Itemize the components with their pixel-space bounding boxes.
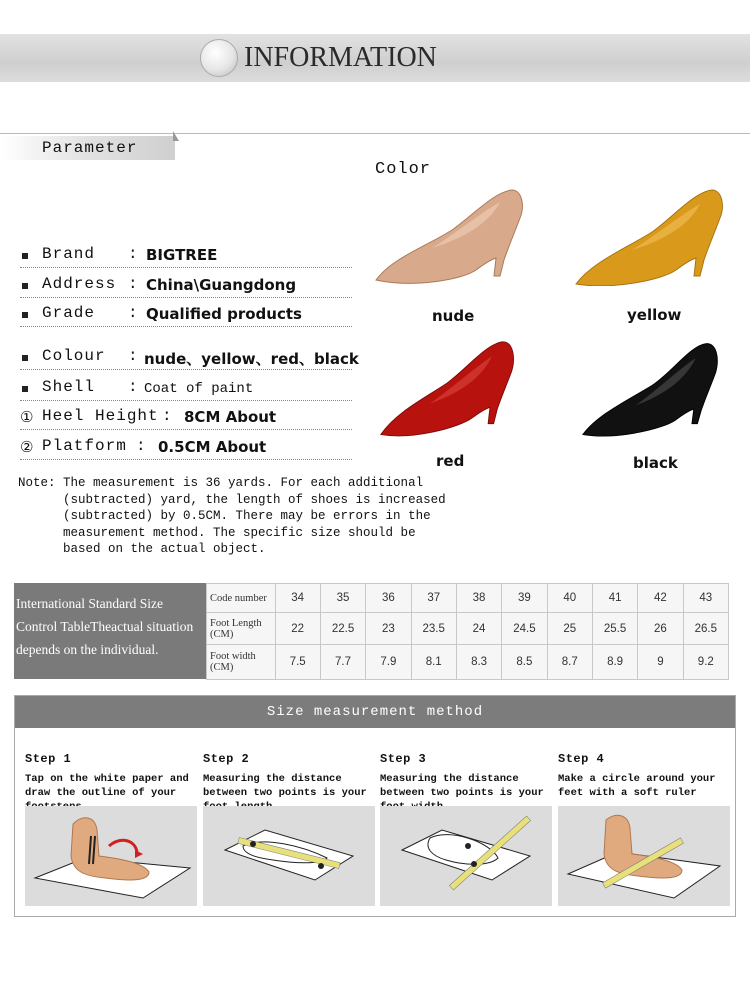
foot-width-illustration [380, 806, 552, 906]
param-value: Coat of paint [144, 381, 254, 397]
param-row-heel-height [20, 406, 352, 430]
row-header: Foot Length (CM) [207, 613, 276, 645]
table-cell: 7.5 [275, 645, 320, 680]
header-title: INFORMATION [244, 42, 437, 73]
param-value: 8CM About [184, 408, 277, 426]
parameter-tab [0, 136, 175, 160]
table-row [207, 584, 729, 613]
table-cell: 38 [456, 584, 501, 613]
size-table-caption [14, 583, 206, 679]
param-sep: : [128, 347, 139, 365]
param-sep: : [162, 407, 173, 425]
shoe-image-yellow [572, 186, 727, 286]
table-cell: 22.5 [320, 613, 365, 645]
param-label: Grade [42, 304, 96, 322]
bullet-icon [22, 386, 28, 392]
table-cell: 8.9 [592, 645, 637, 680]
color-label-red: red [436, 452, 465, 470]
foot-circumference-illustration [558, 806, 730, 906]
table-cell: 41 [592, 584, 637, 613]
table-cell: 26 [638, 613, 683, 645]
step-title: Step 4 [558, 752, 605, 766]
table-cell: 8.3 [456, 645, 501, 680]
param-sep: : [128, 304, 139, 322]
circled-number-two: ② [20, 438, 34, 456]
table-cell: 23.5 [411, 613, 456, 645]
step-text: Make a circle around your feet with a soft ruler [558, 773, 716, 799]
table-cell: 9.2 [683, 645, 728, 680]
table-cell: 24 [456, 613, 501, 645]
table-cell: 7.7 [320, 645, 365, 680]
measurement-note: Note: The measurement is 36 yards. For each additional (subtracted) yard, the length of shoes is increased (subtracted) by 0.5CM. There may be errors in the measurement method. The specific size should be based on the actual object. [18, 476, 446, 557]
param-row-shell [20, 377, 352, 401]
foot-length-illustration [203, 806, 375, 906]
measurement-method-panel [14, 695, 736, 917]
table-row [207, 613, 729, 645]
header-circle-icon [200, 39, 238, 77]
shoe-image-nude [372, 188, 527, 288]
table-cell: 25.5 [592, 613, 637, 645]
caption-line: depends on the individual. [16, 642, 159, 657]
table-cell: 26.5 [683, 613, 728, 645]
circled-number-one: ① [20, 408, 34, 426]
table-cell: 7.9 [366, 645, 411, 680]
param-value: nude、yellow、red、black [144, 350, 359, 368]
param-row-grade [20, 303, 352, 327]
step-text: Measuring the distance between two points is your [380, 773, 544, 799]
row-header: Code number [207, 584, 276, 613]
param-label: Address [42, 275, 117, 293]
param-value: China\Guangdong [146, 276, 297, 294]
step-title: Step 1 [25, 752, 72, 766]
table-cell: 43 [683, 584, 728, 613]
table-cell: 40 [547, 584, 592, 613]
divider [0, 133, 750, 134]
param-label: Heel Height [42, 407, 159, 425]
size-grid [206, 583, 729, 680]
param-label: Brand [42, 245, 96, 263]
table-cell: 23 [366, 613, 411, 645]
parameter-tab-label: Parameter [42, 139, 138, 157]
bullet-icon [22, 355, 28, 361]
table-cell: 37 [411, 584, 456, 613]
color-label-nude: nude [432, 307, 475, 325]
shoe-image-black [574, 340, 729, 440]
param-sep: : [128, 245, 139, 263]
param-label: Shell [42, 378, 96, 396]
param-row-brand [20, 244, 352, 268]
table-cell: 34 [275, 584, 320, 613]
bullet-icon [22, 253, 28, 259]
table-cell: 42 [638, 584, 683, 613]
bullet-icon [22, 312, 28, 318]
param-row-platform [20, 436, 352, 460]
param-sep: : [136, 437, 147, 455]
step-text: Tap on the white paper and draw the outline of your [25, 773, 189, 799]
param-value: 0.5CM About [158, 438, 267, 456]
step-1 [25, 746, 195, 911]
table-row [207, 645, 729, 680]
step-title: Step 2 [203, 752, 250, 766]
param-row-colour [20, 346, 359, 370]
table-cell: 25 [547, 613, 592, 645]
table-cell: 35 [320, 584, 365, 613]
step-2 [203, 746, 373, 911]
caption-line: Control TableTheactual situation [16, 619, 194, 634]
param-row-address [20, 274, 352, 298]
step-text: Measuring the distance between two points is your [203, 773, 367, 799]
table-cell: 39 [502, 584, 547, 613]
param-value: BIGTREE [146, 246, 218, 264]
row-header: Foot width (CM) [207, 645, 276, 680]
param-sep: : [128, 275, 139, 293]
param-label: Platform [42, 437, 127, 455]
param-value: Qualified products [146, 305, 302, 323]
table-cell: 36 [366, 584, 411, 613]
param-sep: : [128, 378, 139, 396]
table-cell: 24.5 [502, 613, 547, 645]
table-cell: 22 [275, 613, 320, 645]
param-label: Colour [42, 347, 106, 365]
measurement-title: Size measurement method [15, 696, 735, 728]
size-table [14, 583, 729, 679]
table-cell: 8.7 [547, 645, 592, 680]
step-4 [558, 746, 728, 911]
table-cell: 8.1 [411, 645, 456, 680]
shoe-image-red [372, 340, 527, 440]
bullet-icon [22, 283, 28, 289]
information-header [0, 34, 750, 82]
color-label-black: black [633, 454, 678, 472]
step-3 [380, 746, 550, 911]
table-cell: 8.5 [502, 645, 547, 680]
table-cell: 9 [638, 645, 683, 680]
color-title: Color [375, 160, 432, 179]
color-label-yellow: yellow [627, 306, 682, 324]
step-title: Step 3 [380, 752, 427, 766]
caption-line: International Standard Size [16, 596, 163, 611]
foot-outline-illustration [25, 806, 197, 906]
